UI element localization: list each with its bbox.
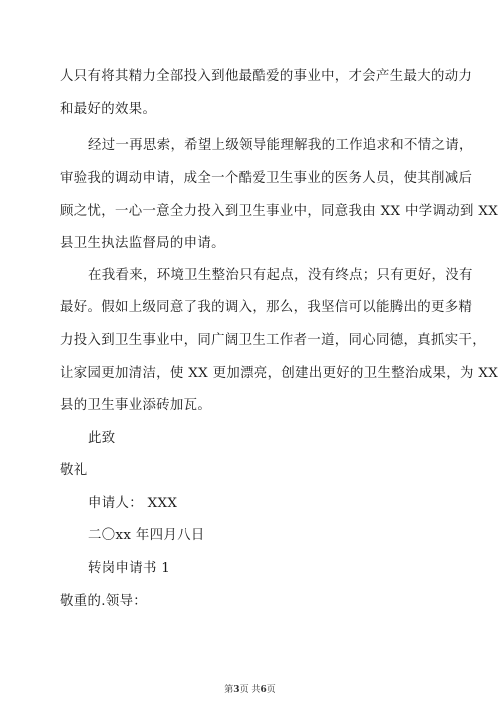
body-line-1: 人只有将其精力全部投入到他最酷爱的事业中，才会产生最大的动力 (60, 69, 473, 84)
section-title: 转岗申请书 1 (88, 561, 171, 576)
closing-regards: 敬礼 (60, 463, 88, 478)
body-line-10: 让家园更加清洁，使 XX 更加漂亮，创建出更好的卫生整治成果，为 XX (60, 366, 499, 381)
body-line-4: 审验我的调动申请，成全一个酷爱卫生事业的医务人员，使其削减后 (60, 171, 473, 186)
letter-greeting: 敬重的.领导： (60, 594, 148, 609)
footer-current-page: 3 (233, 685, 240, 695)
applicant-signature: 申请人： XXX (88, 496, 178, 511)
body-line-5: 顾之忧，一心一意全力投入到卫生事业中，同意我由 XX 中学调动到 XX (60, 204, 499, 219)
page-footer (0, 682, 500, 695)
footer-page-prefix: 第 (224, 685, 234, 695)
body-line-9: 力投入到卫生事业中，同广阔卫生工作者一道，同心同德，真抓实干， (60, 333, 486, 348)
body-line-3: 经过一再思索，希望上级领导能理解我的工作追求和不情之请， (88, 138, 473, 153)
body-line-7: 在我看来，环境卫生整治只有起点，没有终点；只有更好，没有 (88, 268, 473, 283)
closing-salutation: 此致 (88, 431, 116, 446)
footer-page-suffix: 页 (266, 685, 276, 695)
body-line-11: 县的卫生事业添砖加瓦。 (60, 398, 212, 413)
body-line-8: 最好。假如上级同意了我的调入，那么，我坚信可以能腾出的更多精 (60, 300, 473, 315)
footer-total-pages: 6 (260, 685, 267, 695)
body-line-6: 县卫生执法监督局的申请。 (60, 236, 225, 251)
footer-page-mid: 页 共 (239, 685, 261, 695)
body-line-2: 和最好的效果。 (60, 102, 157, 117)
signature-date: 二〇xx 年四月八日 (88, 528, 205, 543)
